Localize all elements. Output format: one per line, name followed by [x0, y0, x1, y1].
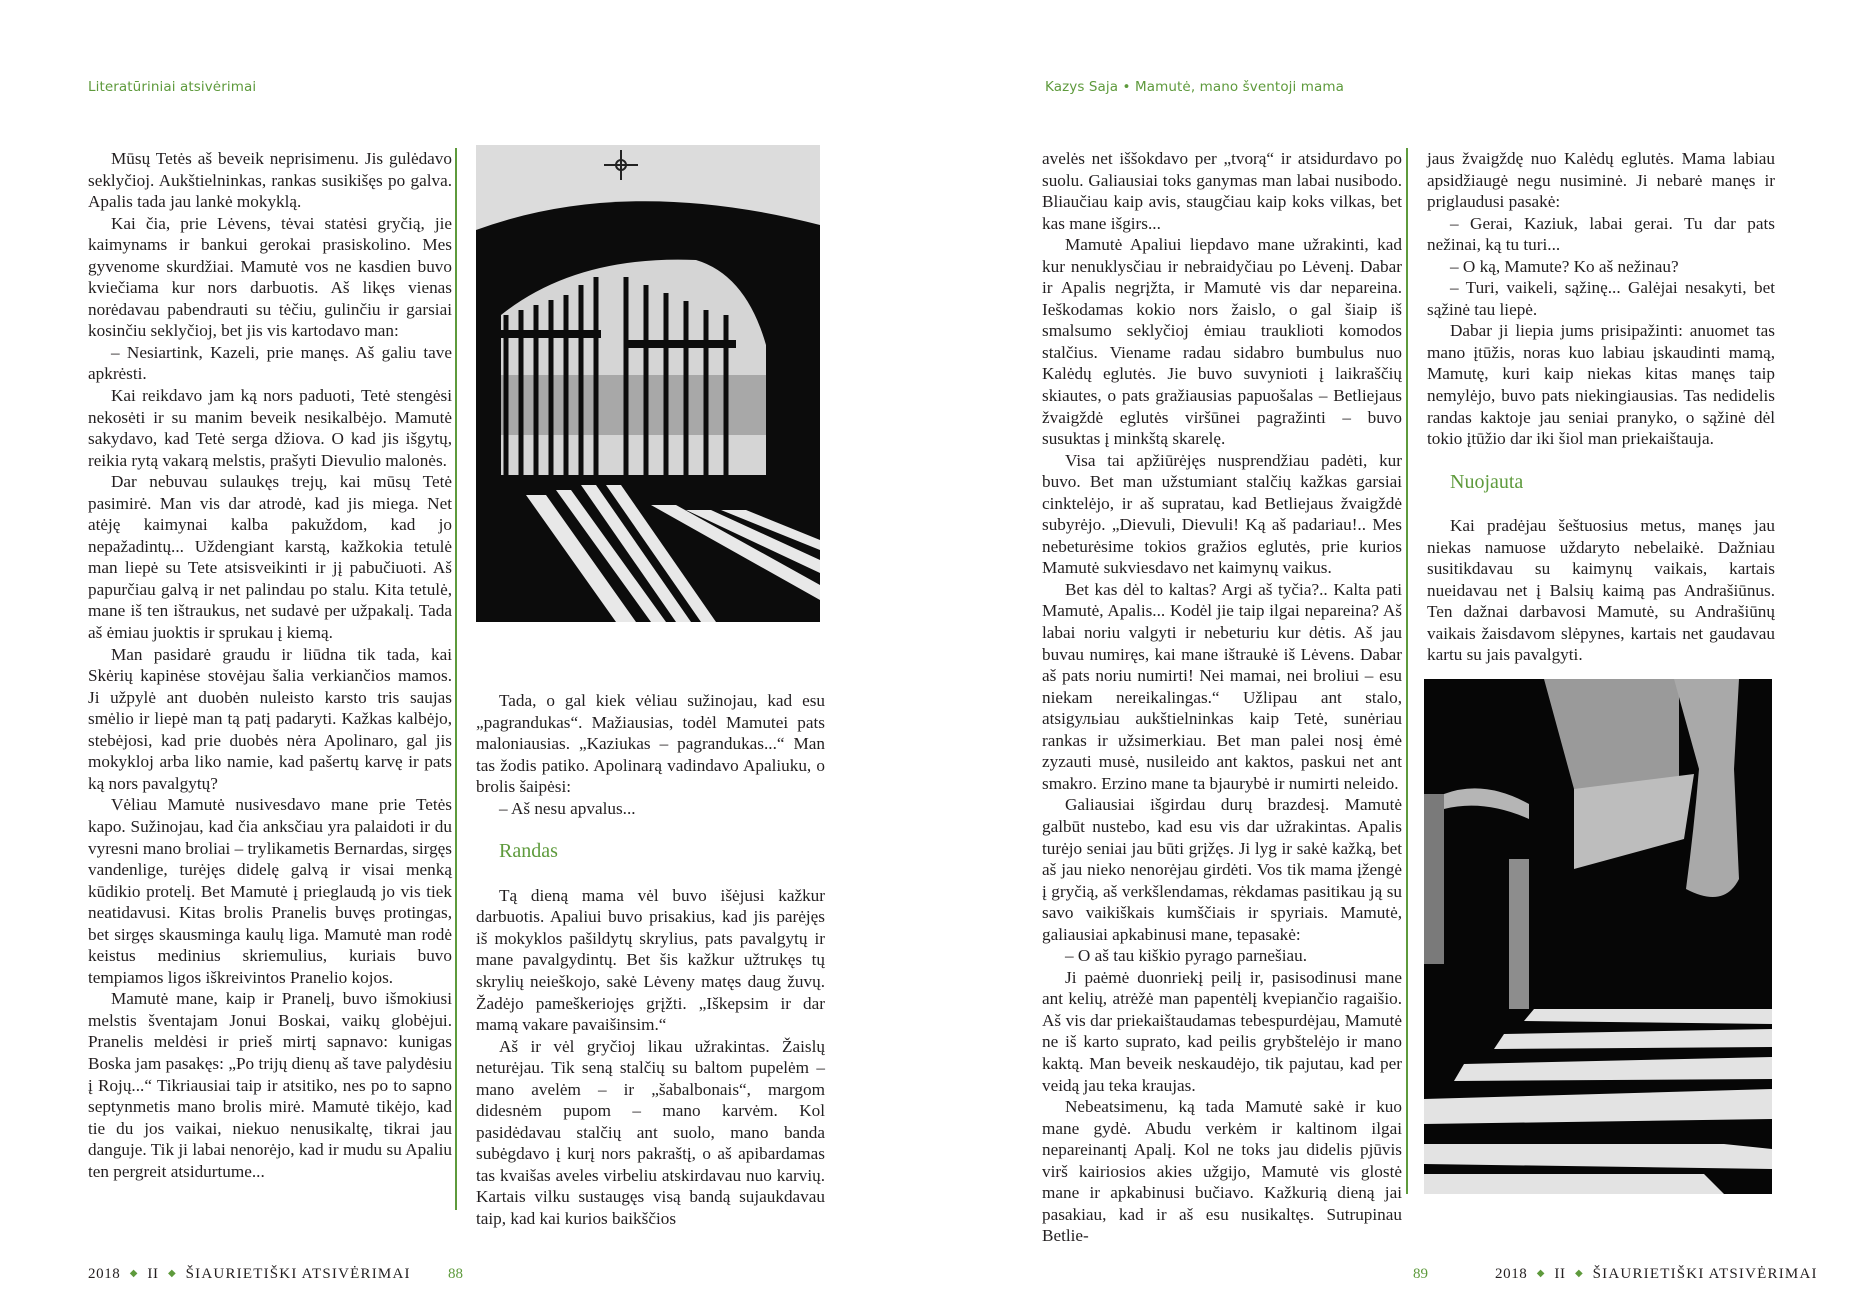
page-number-left: 88 [448, 1266, 463, 1282]
paragraph: Aš ir vėl gryčioj likau užrakintas. Žaislų neturėjau. Tik seną stalčių su baltom pupelėm – mano avelėm – ir „šabalbonais“, margom didesnėm pupom – mano karvėm. Kol pasidėdavau stalčių ant suolo, mano banda subėgdavo į kurį nors pakraštį, o aš apibardamas tas kvaišas aveles virbeliu atskirdavau nuo karvių. Kartais vilku sustaugęs visą bandą sujaukdavau taip, kad kai kurios baikščios [476, 1036, 825, 1229]
text-column-1 [88, 148, 452, 1182]
footer-magazine: ŠIAURIETIŠKI ATSIVĖRIMAI [1592, 1266, 1818, 1282]
paragraph: – Nesiartink, Kazeli, prie manęs. Aš galiu tave apkrėsti. [88, 342, 452, 384]
brick-wall-tree-photo [1424, 679, 1772, 1194]
paragraph: Galiausiai išgirdau durų brazdesį. Mamutė galbūt nustebo, kad esu vis dar užrakintas. Apalis turėjo seniai jau būti grįžęs. Ji lyg ir sakė kažką, bet aš jau nieko nenorėjau girdėti. Vos tik mama įžengė į gryčią, aš verkšlendamas, rėkdamas pasitikau ją su savo vaikiškais kumščiais ir spyriais. Mamutė, galiausiai apkabinusi mane, tepasakė: [1042, 795, 1402, 944]
text-column-3 [1042, 148, 1402, 1247]
paragraph: Kai reikdavo jam ką nors paduoti, Tetė stengėsi nekosėti ir su manim beveik nesikalbėjo. Mamutė sakydavo, kad Tetė serga džiova. O kad jis išgytų, reikia rytą vakarą melstis, prašyti Dievulio malonės. [88, 386, 452, 470]
running-head-left: Literatūriniai atsivėrimai [88, 79, 257, 95]
paragraph: Dabar ji liepia jums prisipažinti: anuomet tas mano įtūžis, noras kuo labiau įskaudinti mamą, Mamutę, kuri kaip niekas kitas manęs taip nemylėjo, buvo pats niekingiausias. Tas nedidelis randas kaktoje jau seniai pranyko, o sąžinė dėl tokio įtūžio dar iki šiol man priekaištauja. [1427, 321, 1775, 449]
paragraph: – Gerai, Kaziuk, labai gerai. Tu dar pats nežinai, ką tu turi... [1427, 213, 1775, 255]
column-divider-right [1406, 148, 1408, 1194]
text-column-4 [1427, 148, 1775, 666]
paragraph: Tada, o gal kiek vėliau sužinojau, kad esu „pagrandukas“. Mažiausias, todėl Mamutei pats maloniausias. „Kaziukas – pagrandukas...“ Man tas žodis patiko. Apolinarą vadindavo Apaliuku, o brolis šaipėsi: [476, 691, 825, 797]
paragraph: Kai pradėjau šeštuosius metus, manęs jau niekas namuose uždaryto nebelaikė. Dažniau susitikdavau su kaimynų vaikais, kartais nueidavau net į Balsių kaimą pas Andrašiūnus. Ten dažnai darbavosi Mamutė, su Andrašiūnų vaikais žaisdavom slėpynes, kartais net gaudavau kartu su jais pavalgyti. [1427, 516, 1775, 665]
paragraph: Mamutė mane, kaip ir Pranelį, buvo išmokiusi melstis šventajam Jonui Boskai, vaikų globėjui. Pranelis meldėsi ir prieš mirtį sapnavo: kunigas Boska jam pasakęs: „Po trijų dienų aš tave palydėsiu į Rojų...“ Tikriausiai taip ir atsitiko, nes po to sapno septynmetis mano brolis mirė. Mamutė tikėjo, kad tie du jos vaikai, niekuo nenusikaltę, tikrai jau danguje. Tik ji labai nenorėjo, kad ir mudu su Apaliu ten pergreit atsidurtume... [88, 989, 452, 1181]
diamond-bullet-icon: ◆ [1536, 1268, 1546, 1279]
paragraph: Visa tai apžiūrėjęs nusprendžiau padėti, kur buvo. Bet man užstumiant stalčių kažkas garsiai cinktelėjo, ir aš supratau, kad Betliejaus žvaigždė subyrėjo. „Dievuli, Dievuli! Ką aš padariau!.. Mes nebeturėsime tokios gražios eglutės, prie kurios Mamutė sukviesdavo net kaimynų vaikus. [1042, 450, 1402, 578]
running-head-right: Kazys Saja • Mamutė, mano šventoji mama [1045, 79, 1345, 95]
text-column-2 [476, 690, 825, 1230]
gate-image-icon [476, 145, 820, 622]
cemetery-gate-photo [476, 145, 820, 622]
paragraph: – O ką, Mamute? Ko aš nežinau? [1450, 256, 1679, 276]
footer-issue: II [147, 1266, 159, 1282]
paragraph: Tą dieną mama vėl buvo išėjusi kažkur darbuotis. Apaliui buvo prisakius, kad jis parėjęs iš mokyklos pašildytų skrylius, pats pavalgytų ir mane pavalgydintų. Bet šis kažkur užtrukęs tų skrylių neieškojo, sakė Lėveny matęs daug žuvų. Žadėjo pameškeriojęs grįžti. „Iškepsim ir dar mamą vakare pavaišinsim.“ [476, 885, 825, 1035]
paragraph: Dar nebuvau sulaukęs trejų, kai mūsų Tetė pasimirė. Man vis dar atrodė, kad jis miega. Net atėję kaimynai kalba pakuždom, kad jo nepažadintų... Uždengiant karstą, kažkokia tetulė man liepė su Tete atsisveikinti ir jį pabučiuoti. Aš papurčiau galvą ir net palindau po stalu. Kita tetulė, mane iš ten ištraukus, net sudavė per užpakalį. Tada aš ėmiau juoktis ir sprukau į kiemą. [88, 472, 452, 643]
footer-left [88, 1266, 411, 1283]
paragraph: Vėliau Mamutė nusivesdavo mane prie Tetės kapo. Sužinojau, kad čia anksčiau yra palaidoti ir du vyresni mano broliai – trylikametis Bernardas, sirgęs vandenlige, turėjęs didelę galvą ir visai menką kūdikio protelį. Bet Mamutė į prieglaudą jo vis tiek neatidavusi. Kitas brolis Pranelis buvęs protingas, bet sirgęs skausminga kaulų liga. Mamutė man rodė keistus medinius skriemulius, kuriais buvo tempiamos ligos iškreivintos Pranelio kojos. [88, 795, 452, 987]
column-divider-left [455, 148, 457, 1210]
paragraph: – Turi, vaikeli, sąžinę... Galėjai nesakyti, bet sąžinė tau liepė. [1427, 278, 1775, 319]
diamond-bullet-icon: ◆ [167, 1268, 177, 1279]
paragraph: Man pasidarė graudu ir liūdna tik tada, kai Skėrių kapinėse stovėjau šalia verkiančios mamos. Ji užpylė ant duobėn nuleisto karsto tris saujas smėlio ir liepė man tą patį padaryti. Kažkas kalbėjo, stebėjosi, kad prie duobės nėra Apolinaro, gal jis mokykloj arba liko namie, kad pašertų karvę ir pats ką nors pavalgytų? [88, 644, 452, 793]
paragraph: Mamutė Apaliui liepdavo mane užrakinti, kad kur nenuklysčiau ir nebraidyčiau po Lėvenį. Dabar ir Apalis negrįžta, ir Mamutė vis dar nepareina. Ieškodamas kokio nors žaislo, o gal šiaip iš smalsumo seklyčioj ėmiau trauklioti komodos stalčius. Viename radau sidabro bumbulus nuo Kalėdų eglutės. Jie buvo suvynioti į laikraščių skiautes, o pats gražiausias papuošalas – Betliejaus žvaigždė eglutės viršūnei pagražinti – buvo susuktas į minkštą skarelę. [1042, 235, 1402, 449]
section-heading: Nuojauta [1450, 470, 1524, 493]
diamond-bullet-icon: ◆ [129, 1268, 139, 1279]
paragraph: – O aš tau kiškio pyrago parnešiau. [1065, 946, 1308, 966]
footer-magazine: ŠIAURIETIŠKI ATSIVĖRIMAI [185, 1266, 411, 1282]
brick-wall-image-icon [1424, 679, 1772, 1194]
footer-year: 2018 [1495, 1266, 1528, 1282]
footer-year: 2018 [88, 1266, 121, 1282]
footer-right [1495, 1266, 1818, 1283]
section-heading: Randas [499, 840, 558, 863]
paragraph: avelės net iššokdavo per „tvorą“ ir atsidurdavo po suolu. Galiausiai toks ganymas man labai nusibodo. Bliaučiau kaip avis, staugčiau kaip koks vilkas, bet kas mane išgirs... [1042, 149, 1402, 233]
paragraph: Bet kas dėl to kaltas? Argi aš tyčia?.. Kalta pati Mamutė, Apalis... Kodėl jie taip ilgai nepareina? Aš labai noriu valgyti ir nebeturiu kur dėtis. Aš jau buvau numiręs, kai mane ištraukė iš Lėvens. Dabar aš pats noriu numirti! Nei mamai, nei broliui – esu niekam nereikalingas.“ Užlipau ant stalo, atsigульiau aukštielninkas kaip Tetė, sunėriau rankas ir užsimerkiau. Bet man palei nosį ėmė zyzauti musė, nusileido ant kaktos, paskui net ant smakro. Erzino mane ta bjaurybė ir numirti neleido. [1042, 579, 1402, 793]
footer-issue: II [1554, 1266, 1566, 1282]
diamond-bullet-icon: ◆ [1574, 1268, 1584, 1279]
paragraph: Kai čia, prie Lėvens, tėvai statėsi gryčią, jie kaimynams ir bankui gerokai prasiskolino. Mes gyvenome skurdžiai. Mamutė vos ne kasdien buvo kviečiama kur nors darbuotis. Aš likęs vienas norėdavau pabendrauti su tėčiu, gulinčiu ir garsiai kosinčiu seklyčioj, bet jis vis kartodavo man: [88, 213, 452, 341]
paragraph: Ji paėmė duonriekį peilį ir, pasisodinusi mane ant kelių, atrėžė man papentėlį kvepiančio ragaišio. Aš vis dar priekaištaudamas tebespurdėjau, Mamutė ne iš karto suprato, kad peilis grybštelėjo ir mano kaktą. Man beveik neskaudėjo, tik pajutau, kad per veidą jau teka kraujas. [1042, 967, 1402, 1095]
paragraph: – Aš nesu apvalus... [499, 798, 636, 818]
paragraph: jaus žvaigždę nuo Kalėdų eglutės. Mama labiau apsidžiaugė negu nusiminė. Ji nebarė manęs ir priglaudusi pasakė: [1427, 149, 1775, 212]
paragraph: Nebeatsimenu, ką tada Mamutė sakė ir kuo mane gydė. Abudu verkėm ir kaltinom ilgai nepareinantį Apalį. Kol ne toks jau didelis pjūvis virš kairiosios akies užgijo, Mamutė vis glostė mane ir apkabinusi bučiavo. Kažkurią dieną jai pasakiau, kad ir aš esu nusikaltęs. Sutrupinau Betlie- [1042, 1097, 1402, 1246]
page-number-right: 89 [1413, 1266, 1428, 1282]
paragraph: Mūsų Tetės aš beveik neprisimenu. Jis gulėdavo seklyčioj. Aukštielninkas, rankas susikišęs po galva. Apalis tada jau lankė mokyklą. [88, 149, 452, 212]
